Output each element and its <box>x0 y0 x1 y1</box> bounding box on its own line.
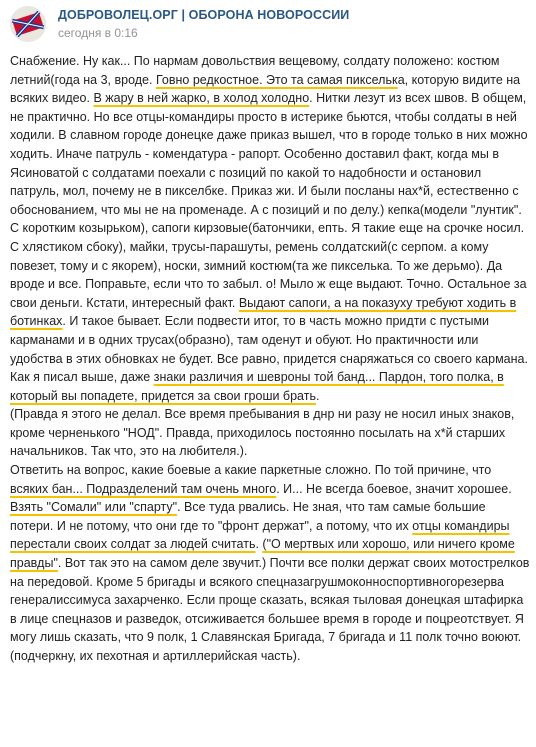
post-text <box>10 52 530 666</box>
highlighted-phrase: Взять "Сомали" или "спарту" <box>10 500 178 515</box>
text-segment: . Вот так это на самом деле звучит.) Почти все полки держат своих мотострелков на передовой. Кроме 5 бригады и всякого спецназагрушмоконноспортивногорезерва генералиссимуса захарченко. Если проще сказать, всякая тыловая донецкая штафирка в лице спецназов и разведок, отсиживается большее время в городе и поцреотствует. Я могу лишь сказать, что 9 полк, 1 Славянская Бригада, 7 бригада и 11 полк точно воюют. (подчеркну, их пехотная и артиллерийская часть). <box>10 556 530 663</box>
text-segment: . И такое бывает. Если подвести итог, то в часть можно придти с пустыми карманами и в одних трусах(образно), там оденут и обуют. Но практичности или удобства в этих обновках не будет. Все равно, придется снаряжаться со своего кармана. Как я писал выше, даже <box>10 314 528 385</box>
highlighted-phrase: отцы командиры перестали своих солдат за людей считать <box>10 518 510 552</box>
text-segment: Снабжение. Ну как... По нармам довольствия вещевому, солдату положено: костюм летний(года на 3, вроде. <box>10 54 500 87</box>
flag-avatar-icon <box>10 6 46 42</box>
highlighted-phrase: ("О мертвых или хорошо, или ничего кроме правды" <box>10 537 515 571</box>
text-segment: . И... Не всегда боевое, значит хорошее. <box>276 481 512 496</box>
text-segment: Ответить на вопрос, какие боевые а какие паркетные сложно. По той причине, что <box>10 463 492 478</box>
text-segment: (Правда я этого не делал. Все время пребывания в днр ни разу не носил иных знаков, кроме черненького "НОД". Правда, приходилось постоянно посылать на х*й старших начальников. Так что, это на любителя.). <box>10 407 515 459</box>
avatar[interactable] <box>10 6 46 42</box>
highlighted-phrase: Выдают сапоги, а на показуху требуют ходить в ботинках <box>10 295 517 329</box>
post-paragraph <box>10 52 530 405</box>
text-segment: . <box>315 388 320 403</box>
highlighted-phrase: В жару в ней жарко, в холод холодно <box>93 91 310 106</box>
highlighted-phrase: знаки различия и шевроны той банд... Пардон, того полка, в который вы попадете, придется за свои гроши брать <box>10 370 504 403</box>
post-time[interactable]: сегодня в 0:16 <box>58 26 138 40</box>
text-segment: . Все туда рвались. Не зная, что там самые большие потери. И не потому, что они где то "фронт держат", а потому, что их <box>10 500 486 533</box>
text-segment: . <box>255 537 263 552</box>
text-segment: . Нитки лезут из всех швов. В общем, не практично. Но все отцы-командиры просто в истерике бьются, чтобы солдаты в ней ходили. В славном городе донецке даже приказ вышел, что в городе только в них можно ходить. Иначе патруль - комендатура - рапорт. Особенно доставил факт, когда мы в Ясиноватой с солдатами поехали с позиций по какой то надобности и остановил патруль, мол, почему не в пикселбке. Приказ жи. И были посланы нах*й, естественно с обоснованием, что мы не на променаде. А с позиций и по делу.) кепка(модели "лунтик". С коротким козырьком), сапоги кирзовые(батончики, епть. Я такие еще на срочке носил. С хлястиком сбоку), майки, трусы-парашуты, ремень солдатский(с серпом. а кому повезет, тому и с якорем), носки, зимний костюм(та же пикселька. То же дерьмо). Да вроде и все. Поправьте, если что то забыл. о! Мыло ж еще выдают. Точно. Остальное за свои деньги. Кстати, интересный факт. <box>10 91 528 310</box>
post-author[interactable]: ДОБРОВОЛЕЦ.ОРГ | ОБОРОНА НОВОРОССИИ <box>58 8 350 22</box>
highlighted-phrase: Говно редкостное. Это та самая пиксельк <box>155 72 398 87</box>
text-segment: а, которую видите на всяких видео. <box>10 72 521 106</box>
post-header <box>10 6 530 42</box>
post-paragraph <box>10 405 530 461</box>
highlighted-phrase: всяких бан... Подразделений там очень много <box>10 481 277 496</box>
post-paragraph <box>10 461 530 666</box>
